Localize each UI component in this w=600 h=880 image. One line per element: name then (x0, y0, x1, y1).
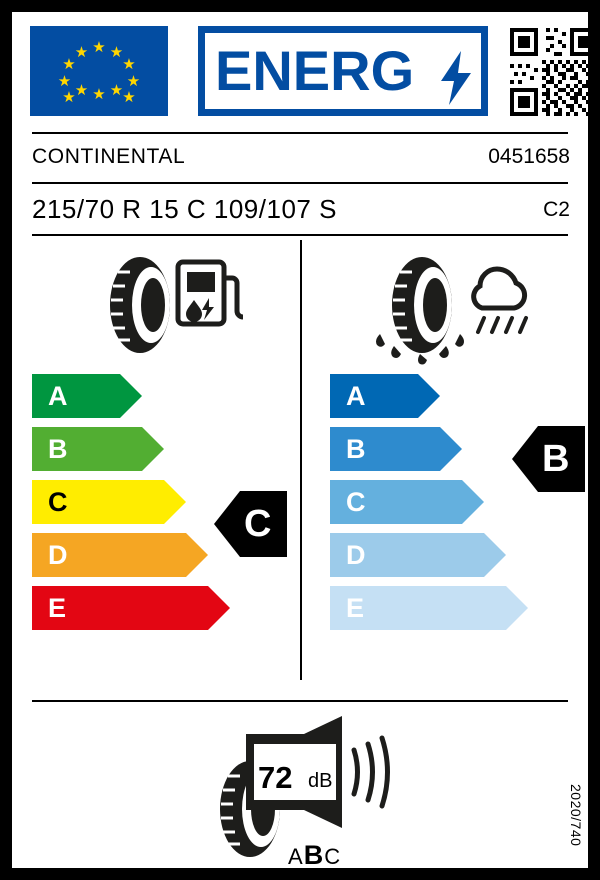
tyre-class-code: C2 (543, 198, 570, 221)
divider-brand (32, 182, 568, 184)
fuel-efficiency-pictogram (94, 250, 244, 360)
wet-grade-letter: A (346, 380, 366, 411)
wet-grade-row-e (330, 586, 560, 630)
noise-class-scale (288, 840, 341, 868)
panel-divider (300, 240, 302, 680)
eu-flag-icon: ★ ★ ★ ★ ★ ★ ★ ★ ★ ★ ★ ★ (30, 26, 168, 116)
model-identifier: 0451658 (488, 145, 570, 168)
noise-class-a: A (288, 844, 304, 868)
fuel-grade-arrow-e (32, 586, 230, 630)
wet-grade-arrow-b (330, 427, 462, 471)
tyre-wet-icon (376, 257, 464, 365)
fuel-grade-arrow-c (32, 480, 186, 524)
fuel-grade-arrow-d (32, 533, 208, 577)
brand-name: CONTINENTAL (32, 145, 186, 168)
tyre-size: 215/70 R 15 C 109/107 S (32, 194, 337, 224)
noise-class-c: C (324, 844, 342, 868)
regulation-code: 2020/740 (568, 783, 584, 846)
fuel-selected-letter: C (244, 502, 272, 545)
wet-grip-selected-grade (512, 426, 585, 492)
wet-grade-row-d (330, 533, 560, 577)
wet-grade-arrow-a (330, 374, 440, 418)
noise-class-selected: B (303, 840, 325, 868)
noise-unit: dB (308, 770, 333, 792)
fuel-grade-letter: B (48, 433, 68, 464)
fuel-grade-arrow-b (32, 427, 164, 471)
fuel-grade-row-b (32, 427, 262, 471)
label-header (30, 26, 570, 116)
fuel-grade-row-a (32, 374, 262, 418)
fuel-grade-row-e (32, 586, 262, 630)
fuel-grade-letter: C (48, 486, 68, 517)
fuel-grade-letter: E (48, 592, 67, 623)
wet-grade-arrow-e (330, 586, 528, 630)
fuel-grade-arrow-a (32, 374, 142, 418)
fuel-pump-icon (178, 262, 243, 324)
tyre-energy-label (12, 12, 588, 868)
rain-cloud-icon (474, 269, 526, 332)
wet-grade-arrow-c (330, 480, 484, 524)
wet-grade-row-a (330, 374, 560, 418)
wet-grip-pictogram (374, 250, 534, 365)
divider-size (32, 234, 568, 236)
fuel-grade-letter: D (48, 539, 68, 570)
wet-selected-letter: B (542, 437, 570, 480)
divider-top (32, 132, 568, 134)
wet-grade-letter: E (346, 592, 365, 623)
energy-word: ENERG (215, 39, 415, 102)
divider-noise (32, 700, 568, 702)
wet-grip-grades (330, 374, 560, 639)
energy-wordmark (198, 26, 488, 116)
lightning-bolt-icon (439, 51, 473, 105)
sound-waves-icon (354, 738, 388, 806)
fuel-efficiency-selected-grade (214, 491, 287, 557)
wet-grade-letter: C (346, 486, 366, 517)
wet-grade-letter: B (346, 433, 366, 464)
qr-code-icon (510, 28, 588, 116)
tyre-icon (110, 257, 170, 353)
noise-value: 72 (258, 760, 293, 795)
wet-grade-arrow-d (330, 533, 506, 577)
wet-grade-letter: D (346, 539, 366, 570)
fuel-grade-letter: A (48, 380, 68, 411)
